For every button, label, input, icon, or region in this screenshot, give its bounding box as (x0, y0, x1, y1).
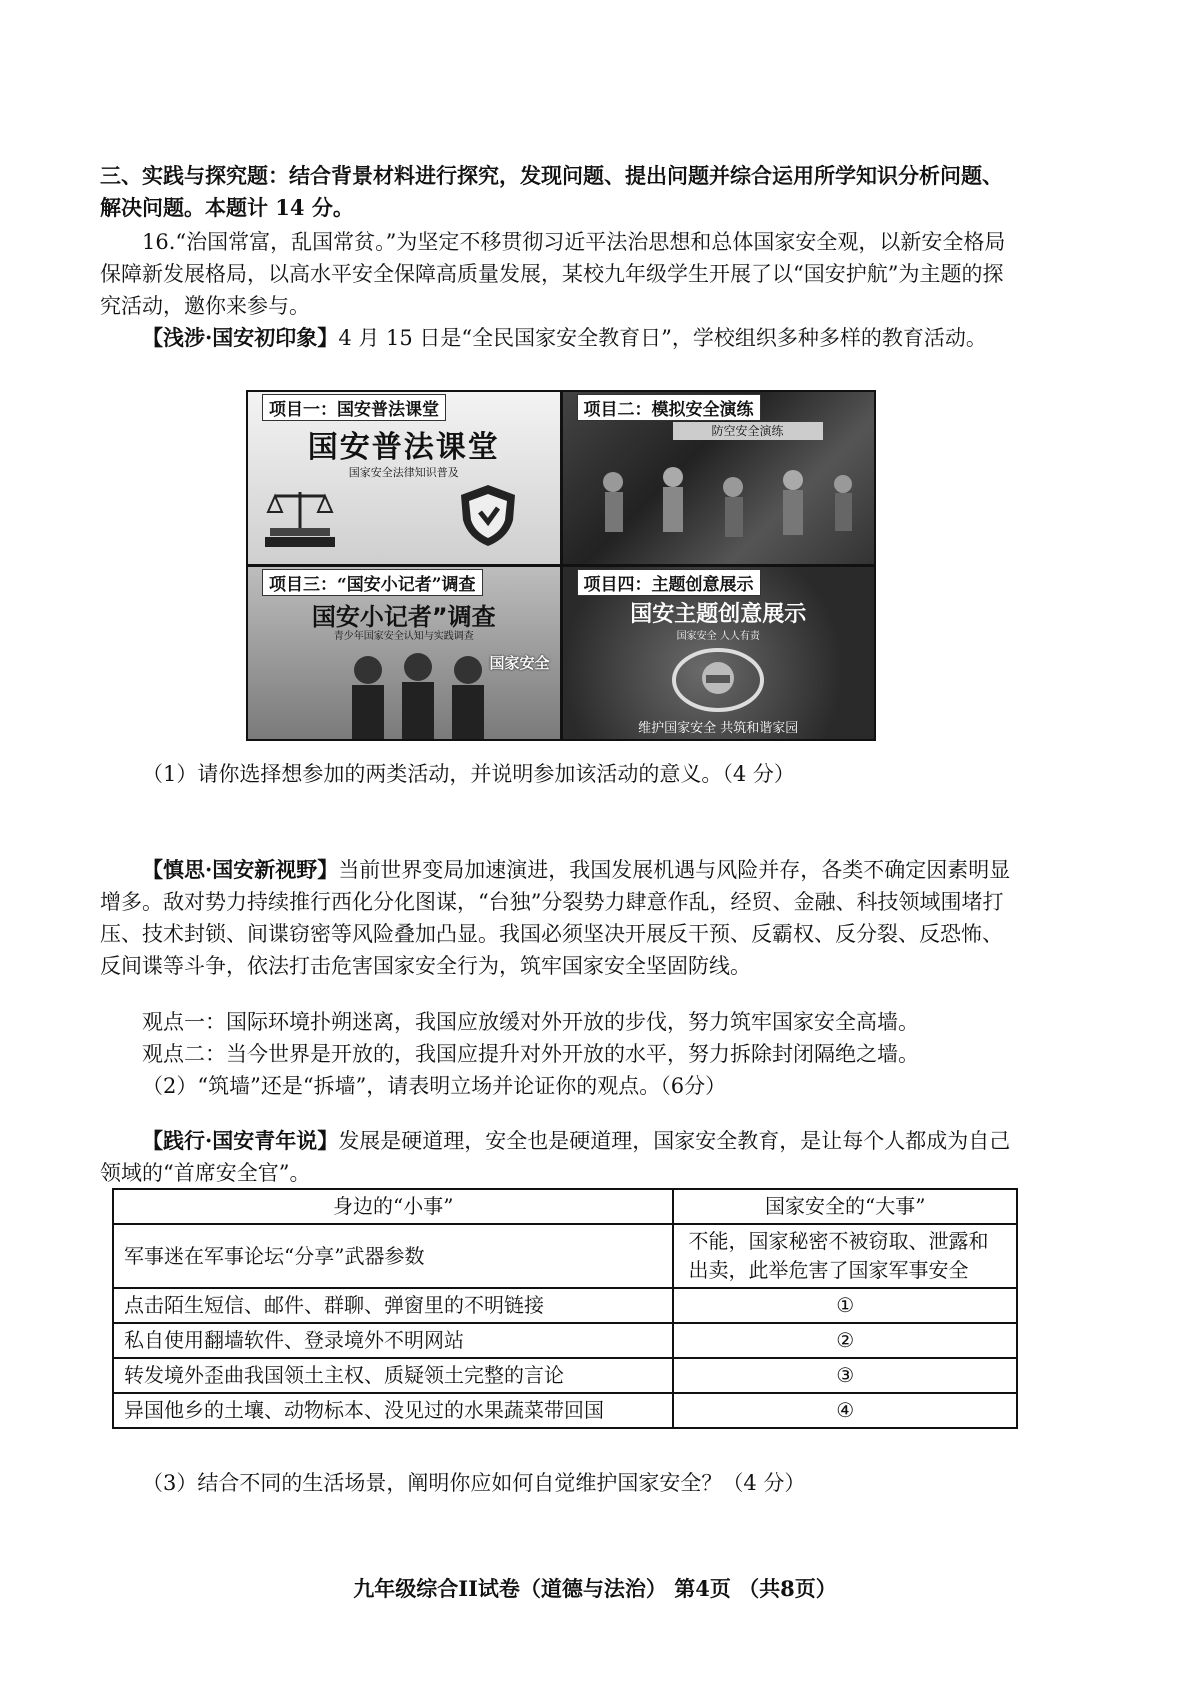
project-3-subtitle: 青少年国家安全认知与实践调查 (333, 631, 474, 642)
question-2: （2）“筑墙”还是“拆墙”，请表明立场并论证你的观点。（6分） (142, 1074, 727, 1098)
project-2-label: 项目二：模拟安全演练 (577, 394, 761, 421)
table-cell-big: 不能，国家秘密不被窃取、泄露和出卖，此举危害了国家军事安全 (673, 1224, 1017, 1288)
table-cell-blank-4: ④ (673, 1393, 1017, 1428)
table-row (113, 1358, 1017, 1393)
project-2-banner: 防空安全演练 (673, 422, 823, 440)
project-1-title: 国安普法课堂 (307, 430, 500, 465)
table-row (113, 1323, 1017, 1358)
table-row (113, 1393, 1017, 1428)
drill-crowd-photo (563, 442, 873, 562)
part3-text: 发展是硬道理，安全也是硬道理，国家安全教育，是让每个人都成为自己领域的“首席安全官”。 (100, 1129, 1011, 1185)
project-4-title: 国安主题创意展示 (630, 602, 807, 627)
part2-paragraph (100, 854, 1020, 982)
table-header-small-matters: 身边的“小事” (113, 1189, 673, 1224)
part2-header: 【慎思·国安新视野】 (142, 857, 339, 882)
part1-text: 4 月 15 日是“全民国家安全教育日”，学校组织多种多样的教育活动。 (338, 326, 987, 350)
project-1-image (248, 392, 560, 564)
table-cell-small: 转发境外歪曲我国领土主权、质疑领土完整的言论 (113, 1358, 673, 1393)
part3-paragraph (100, 1125, 1020, 1189)
project-4-label: 项目四：主题创意展示 (577, 569, 761, 596)
table-row (113, 1224, 1017, 1288)
page-footer: 九年级综合II试卷（道德与法治） 第4页 （共8页） (353, 1576, 837, 1601)
project-3-image (248, 567, 560, 739)
project-2-image (563, 392, 875, 564)
project-3-label: 项目三：“国安小记者”调查 (262, 569, 483, 596)
safety-table (112, 1188, 1018, 1429)
reporters-photo (338, 645, 498, 739)
project-4-footer: 维护国家安全 共筑和谐家园 (638, 721, 799, 736)
table-cell-blank-3: ③ (673, 1358, 1017, 1393)
project-1-label: 项目一：国安普法课堂 (262, 394, 446, 421)
table-header-big-matters: 国家安全的“大事” (673, 1189, 1017, 1224)
viewpoint-1: 观点一：国际环境扑朔迷离，我国应放缓对外开放的步伐，努力筑牢国家安全高墙。 (142, 1010, 919, 1034)
viewpoint-2: 观点二：当今世界是开放的，我国应提升对外开放的水平，努力拆除封闭隔绝之墙。 (142, 1042, 919, 1066)
table-cell-small: 私自使用翻墙软件、登录境外不明网站 (113, 1323, 673, 1358)
scales-icon (260, 482, 340, 552)
table-row (113, 1288, 1017, 1323)
question-16-intro: 16.“治国常富，乱国常贫。”为坚定不移贯彻习近平法治思想和总体国家安全观，以新安全格局保障新发展格局，以高水平安全保障高质量发展，某校九年级学生开展了以“国安护航”为主题的探究活动，邀你来参与。 (100, 230, 1006, 318)
national-emblem-icon (668, 645, 768, 715)
section-title: 三、实践与探究题：结合背景材料进行探究，发现问题、提出问题并综合运用所学知识分析问题、解决问题。本题计 14 分。 (100, 163, 1003, 220)
table-cell-small: 军事迷在军事论坛“分享”武器参数 (113, 1224, 673, 1288)
project-1-subtitle: 国家安全法律知识普及 (348, 466, 459, 479)
question-1: （1）请你选择想参加的两类活动，并说明参加该活动的意义。（4 分） (142, 762, 795, 786)
project-3-badge: 国家安全 (489, 654, 550, 672)
part1-paragraph (100, 322, 1020, 354)
project-3-title: 国安小记者”调查 (311, 603, 496, 631)
part3-header: 【践行·国安青年说】 (142, 1128, 339, 1153)
shield-icon (453, 480, 523, 550)
table-header-row (113, 1189, 1017, 1224)
part2-text: 当前世界变局加速演进，我国发展机遇与风险并存，各类不确定因素明显增多。敌对势力持续推行西化分化图谋，“台独”分裂势力肆意作乱，经贸、金融、科技领域围堵打压、技术封锁、间谍窃密等风险叠加凸显。我国必须坚决开展反干预、反霸权、反分裂、反恐怖、反间谍等斗争，依法打击危害国家安全行为，筑牢国家安全坚固防线。 (100, 858, 1011, 978)
table-cell-blank-1: ① (673, 1288, 1017, 1323)
table-cell-small: 点击陌生短信、邮件、群聊、弹窗里的不明链接 (113, 1288, 673, 1323)
part1-header: 【浅涉·国安初印象】 (142, 325, 339, 350)
question-3: （3）结合不同的生活场景，阐明你应如何自觉维护国家安全？（4 分） (142, 1471, 806, 1495)
project-4-subtitle: 国家安全 人人有责 (676, 631, 760, 642)
project-image-grid (246, 390, 876, 741)
table-cell-blank-2: ② (673, 1323, 1017, 1358)
table-cell-small: 异国他乡的土壤、动物标本、没见过的水果蔬菜带回国 (113, 1393, 673, 1428)
project-4-image (563, 567, 875, 739)
